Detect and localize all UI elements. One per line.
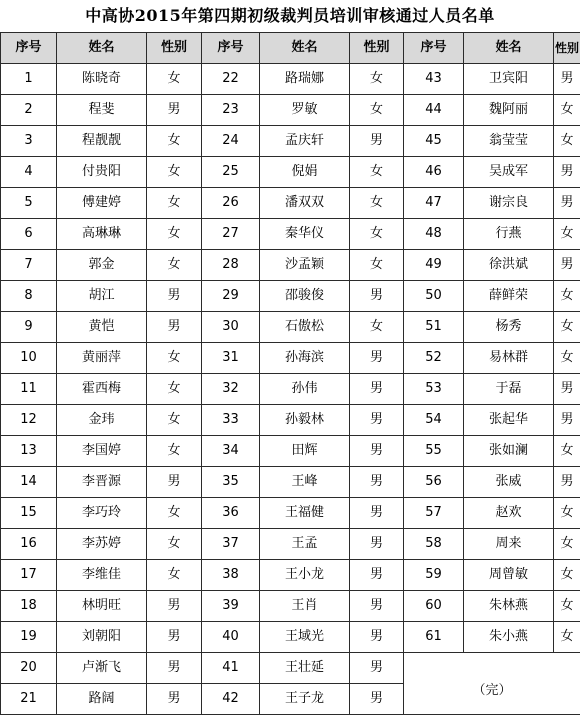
row-index-cell: 8 xyxy=(1,281,57,312)
row-index-cell: 45 xyxy=(404,126,464,157)
table-row xyxy=(1,436,580,467)
gender-cell: 女 xyxy=(554,281,580,312)
person-name-cell: 孙毅林 xyxy=(260,405,350,436)
gender-cell: 女 xyxy=(554,529,580,560)
gender-cell: 女 xyxy=(554,436,580,467)
person-name-cell: 周来 xyxy=(464,529,554,560)
gender-cell: 女 xyxy=(350,250,404,281)
person-name-cell: 潘双双 xyxy=(260,188,350,219)
person-name-cell: 倪娟 xyxy=(260,157,350,188)
gender-cell: 女 xyxy=(554,560,580,591)
table-row xyxy=(1,467,580,498)
row-index-cell: 16 xyxy=(1,529,57,560)
table-row xyxy=(1,281,580,312)
person-name-cell: 朱林燕 xyxy=(464,591,554,622)
row-index-cell: 31 xyxy=(202,343,260,374)
person-name-cell: 张如澜 xyxy=(464,436,554,467)
row-index-cell: 59 xyxy=(404,560,464,591)
person-name-cell: 李国婷 xyxy=(57,436,147,467)
gender-cell: 女 xyxy=(147,219,202,250)
header-row xyxy=(1,33,580,64)
person-name-cell: 王肖 xyxy=(260,591,350,622)
table-row xyxy=(1,157,580,188)
person-name-cell: 路瑞娜 xyxy=(260,64,350,95)
gender-cell: 男 xyxy=(147,312,202,343)
row-index-cell: 5 xyxy=(1,188,57,219)
gender-cell: 男 xyxy=(350,498,404,529)
table-row xyxy=(1,374,580,405)
gender-cell: 男 xyxy=(554,157,580,188)
person-name-cell: 路阔 xyxy=(57,684,147,715)
row-index-cell: 24 xyxy=(202,126,260,157)
row-index-cell: 48 xyxy=(404,219,464,250)
person-name-cell: 徐洪斌 xyxy=(464,250,554,281)
row-index-cell: 26 xyxy=(202,188,260,219)
gender-cell: 女 xyxy=(147,250,202,281)
person-name-cell: 李晋源 xyxy=(57,467,147,498)
gender-cell: 男 xyxy=(147,684,202,715)
row-index-cell: 47 xyxy=(404,188,464,219)
table-row xyxy=(1,250,580,281)
person-name-cell: 王孟 xyxy=(260,529,350,560)
gender-cell: 女 xyxy=(554,498,580,529)
person-name-cell: 谢宗良 xyxy=(464,188,554,219)
row-index-cell: 29 xyxy=(202,281,260,312)
table-row xyxy=(1,529,580,560)
table-row xyxy=(1,95,580,126)
header-gender: 性别 xyxy=(147,33,202,64)
header-index: 序号 xyxy=(1,33,57,64)
person-name-cell: 林明旺 xyxy=(57,591,147,622)
row-index-cell: 61 xyxy=(404,622,464,653)
row-index-cell: 46 xyxy=(404,157,464,188)
person-name-cell: 郭金 xyxy=(57,250,147,281)
person-name-cell: 于磊 xyxy=(464,374,554,405)
header-gender: 性别 xyxy=(554,33,580,64)
gender-cell: 女 xyxy=(147,436,202,467)
person-name-cell: 黄恺 xyxy=(57,312,147,343)
gender-cell: 男 xyxy=(350,374,404,405)
gender-cell: 女 xyxy=(350,64,404,95)
gender-cell: 男 xyxy=(554,405,580,436)
row-index-cell: 44 xyxy=(404,95,464,126)
person-name-cell: 邵骏俊 xyxy=(260,281,350,312)
row-index-cell: 55 xyxy=(404,436,464,467)
table-row xyxy=(1,653,580,684)
end-mark-cell: （完） xyxy=(404,653,580,715)
gender-cell: 女 xyxy=(350,95,404,126)
person-name-cell: 程靓靓 xyxy=(57,126,147,157)
row-index-cell: 32 xyxy=(202,374,260,405)
row-index-cell: 4 xyxy=(1,157,57,188)
row-index-cell: 13 xyxy=(1,436,57,467)
person-name-cell: 程斐 xyxy=(57,95,147,126)
person-name-cell: 刘朝阳 xyxy=(57,622,147,653)
person-name-cell: 王福健 xyxy=(260,498,350,529)
gender-cell: 男 xyxy=(147,653,202,684)
row-index-cell: 36 xyxy=(202,498,260,529)
header-name: 姓名 xyxy=(464,33,554,64)
gender-cell: 女 xyxy=(554,219,580,250)
person-name-cell: 黄丽萍 xyxy=(57,343,147,374)
row-index-cell: 3 xyxy=(1,126,57,157)
row-index-cell: 28 xyxy=(202,250,260,281)
header-name: 姓名 xyxy=(260,33,350,64)
gender-cell: 男 xyxy=(554,374,580,405)
row-index-cell: 33 xyxy=(202,405,260,436)
row-index-cell: 43 xyxy=(404,64,464,95)
gender-cell: 女 xyxy=(147,343,202,374)
gender-cell: 女 xyxy=(350,219,404,250)
table-row xyxy=(1,498,580,529)
row-index-cell: 17 xyxy=(1,560,57,591)
roster-table xyxy=(0,32,580,715)
gender-cell: 女 xyxy=(147,560,202,591)
gender-cell: 女 xyxy=(147,529,202,560)
person-name-cell: 杨秀 xyxy=(464,312,554,343)
person-name-cell: 秦华仪 xyxy=(260,219,350,250)
row-index-cell: 27 xyxy=(202,219,260,250)
person-name-cell: 行燕 xyxy=(464,219,554,250)
table-row xyxy=(1,622,580,653)
row-index-cell: 19 xyxy=(1,622,57,653)
person-name-cell: 沙孟颖 xyxy=(260,250,350,281)
row-index-cell: 39 xyxy=(202,591,260,622)
person-name-cell: 赵欢 xyxy=(464,498,554,529)
person-name-cell: 陈晓奇 xyxy=(57,64,147,95)
row-index-cell: 60 xyxy=(404,591,464,622)
gender-cell: 男 xyxy=(147,95,202,126)
gender-cell: 男 xyxy=(350,560,404,591)
person-name-cell: 翁莹莹 xyxy=(464,126,554,157)
row-index-cell: 42 xyxy=(202,684,260,715)
gender-cell: 女 xyxy=(350,157,404,188)
row-index-cell: 2 xyxy=(1,95,57,126)
table-row xyxy=(1,591,580,622)
person-name-cell: 高琳琳 xyxy=(57,219,147,250)
person-name-cell: 王小龙 xyxy=(260,560,350,591)
person-name-cell: 霍西梅 xyxy=(57,374,147,405)
gender-cell: 男 xyxy=(350,126,404,157)
row-index-cell: 37 xyxy=(202,529,260,560)
person-name-cell: 金玮 xyxy=(57,405,147,436)
row-index-cell: 22 xyxy=(202,64,260,95)
person-name-cell: 罗敏 xyxy=(260,95,350,126)
gender-cell: 女 xyxy=(350,312,404,343)
table-row xyxy=(1,219,580,250)
person-name-cell: 胡江 xyxy=(57,281,147,312)
row-index-cell: 50 xyxy=(404,281,464,312)
row-index-cell: 57 xyxy=(404,498,464,529)
row-index-cell: 58 xyxy=(404,529,464,560)
gender-cell: 男 xyxy=(350,529,404,560)
gender-cell: 男 xyxy=(350,653,404,684)
gender-cell: 女 xyxy=(554,312,580,343)
row-index-cell: 25 xyxy=(202,157,260,188)
gender-cell: 男 xyxy=(350,405,404,436)
gender-cell: 男 xyxy=(554,250,580,281)
roster-body xyxy=(1,64,580,715)
gender-cell: 女 xyxy=(147,157,202,188)
gender-cell: 男 xyxy=(350,436,404,467)
gender-cell: 男 xyxy=(350,281,404,312)
table-row xyxy=(1,312,580,343)
table-row xyxy=(1,188,580,219)
person-name-cell: 付贵阳 xyxy=(57,157,147,188)
person-name-cell: 田辉 xyxy=(260,436,350,467)
row-index-cell: 14 xyxy=(1,467,57,498)
row-index-cell: 51 xyxy=(404,312,464,343)
row-index-cell: 7 xyxy=(1,250,57,281)
person-name-cell: 孙海滨 xyxy=(260,343,350,374)
gender-cell: 女 xyxy=(147,498,202,529)
gender-cell: 女 xyxy=(147,126,202,157)
row-index-cell: 34 xyxy=(202,436,260,467)
row-index-cell: 52 xyxy=(404,343,464,374)
person-name-cell: 孙伟 xyxy=(260,374,350,405)
person-name-cell: 张威 xyxy=(464,467,554,498)
person-name-cell: 吴成军 xyxy=(464,157,554,188)
row-index-cell: 41 xyxy=(202,653,260,684)
gender-cell: 女 xyxy=(554,622,580,653)
person-name-cell: 孟庆轩 xyxy=(260,126,350,157)
row-index-cell: 10 xyxy=(1,343,57,374)
gender-cell: 男 xyxy=(147,591,202,622)
gender-cell: 女 xyxy=(147,374,202,405)
gender-cell: 女 xyxy=(350,188,404,219)
row-index-cell: 49 xyxy=(404,250,464,281)
row-index-cell: 56 xyxy=(404,467,464,498)
row-index-cell: 6 xyxy=(1,219,57,250)
header-name: 姓名 xyxy=(57,33,147,64)
row-index-cell: 21 xyxy=(1,684,57,715)
gender-cell: 女 xyxy=(554,126,580,157)
document-title: 中高协2015年第四期初级裁判员培训审核通过人员名单 xyxy=(0,0,580,32)
person-name-cell: 王子龙 xyxy=(260,684,350,715)
person-name-cell: 朱小燕 xyxy=(464,622,554,653)
person-name-cell: 卢渐飞 xyxy=(57,653,147,684)
person-name-cell: 李苏婷 xyxy=(57,529,147,560)
gender-cell: 男 xyxy=(554,64,580,95)
row-index-cell: 11 xyxy=(1,374,57,405)
gender-cell: 女 xyxy=(554,591,580,622)
gender-cell: 男 xyxy=(350,684,404,715)
row-index-cell: 40 xyxy=(202,622,260,653)
gender-cell: 女 xyxy=(554,343,580,374)
gender-cell: 女 xyxy=(147,405,202,436)
person-name-cell: 石傲松 xyxy=(260,312,350,343)
gender-cell: 男 xyxy=(147,467,202,498)
header-gender: 性别 xyxy=(350,33,404,64)
row-index-cell: 54 xyxy=(404,405,464,436)
row-index-cell: 12 xyxy=(1,405,57,436)
table-row xyxy=(1,126,580,157)
table-row xyxy=(1,405,580,436)
person-name-cell: 李维佳 xyxy=(57,560,147,591)
gender-cell: 男 xyxy=(350,591,404,622)
row-index-cell: 30 xyxy=(202,312,260,343)
table-row xyxy=(1,560,580,591)
gender-cell: 男 xyxy=(147,622,202,653)
gender-cell: 男 xyxy=(147,281,202,312)
person-name-cell: 卫宾阳 xyxy=(464,64,554,95)
table-row xyxy=(1,343,580,374)
person-name-cell: 易林群 xyxy=(464,343,554,374)
row-index-cell: 18 xyxy=(1,591,57,622)
row-index-cell: 9 xyxy=(1,312,57,343)
person-name-cell: 傅建婷 xyxy=(57,188,147,219)
table-row xyxy=(1,64,580,95)
gender-cell: 男 xyxy=(554,467,580,498)
gender-cell: 男 xyxy=(350,343,404,374)
row-index-cell: 1 xyxy=(1,64,57,95)
person-name-cell: 王壮延 xyxy=(260,653,350,684)
row-index-cell: 53 xyxy=(404,374,464,405)
person-name-cell: 王峰 xyxy=(260,467,350,498)
row-index-cell: 35 xyxy=(202,467,260,498)
person-name-cell: 王域光 xyxy=(260,622,350,653)
gender-cell: 男 xyxy=(350,622,404,653)
gender-cell: 女 xyxy=(147,188,202,219)
gender-cell: 男 xyxy=(554,188,580,219)
row-index-cell: 20 xyxy=(1,653,57,684)
person-name-cell: 魏阿丽 xyxy=(464,95,554,126)
row-index-cell: 38 xyxy=(202,560,260,591)
gender-cell: 男 xyxy=(350,467,404,498)
header-index: 序号 xyxy=(202,33,260,64)
row-index-cell: 23 xyxy=(202,95,260,126)
header-index: 序号 xyxy=(404,33,464,64)
row-index-cell: 15 xyxy=(1,498,57,529)
person-name-cell: 薛鲜荣 xyxy=(464,281,554,312)
person-name-cell: 周曾敏 xyxy=(464,560,554,591)
gender-cell: 女 xyxy=(147,64,202,95)
person-name-cell: 李巧玲 xyxy=(57,498,147,529)
gender-cell: 女 xyxy=(554,95,580,126)
person-name-cell: 张起华 xyxy=(464,405,554,436)
